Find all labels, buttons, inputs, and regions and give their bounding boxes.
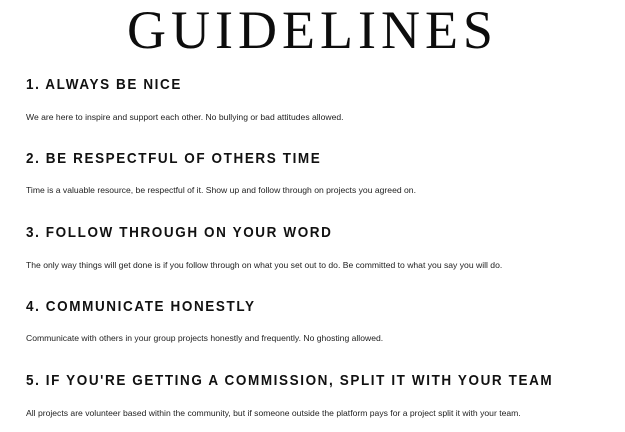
guideline-text: Communicate with others in your group projects honestly and frequently. No ghosting allowed. (26, 333, 384, 343)
guideline-1 (26, 76, 616, 123)
guideline-text: All projects are volunteer based within the community, but if someone outside the platform pays for a project split it with your team. (26, 408, 521, 418)
guideline-text: Time is a valuable resource, be respectful of it. Show up and follow through on projects you agreed on. (26, 185, 416, 195)
page-title: GUIDELINES (127, 0, 498, 60)
guideline-heading: 1. ALWAYS BE NICE (26, 76, 182, 93)
guideline-4 (26, 298, 616, 344)
guideline-heading: 3. FOLLOW THROUGH ON YOUR WORD (26, 224, 333, 241)
guideline-text: The only way things will get done is if you follow through on what you set out to do. Be committed to what you say you will do. (26, 260, 503, 270)
guideline-3 (26, 224, 616, 271)
guideline-5 (26, 372, 616, 419)
guideline-heading: 4. COMMUNICATE HONESTLY (26, 298, 256, 315)
guideline-heading: 2. BE RESPECTFUL OF OTHERS TIME (26, 150, 322, 167)
guideline-text: We are here to inspire and support each other. No bullying or bad attitudes allowed. (26, 112, 344, 122)
guideline-2 (26, 150, 616, 196)
guideline-heading: 5. IF YOU'RE GETTING A COMMISSION, SPLIT IT WITH YOUR TEAM (26, 372, 554, 389)
